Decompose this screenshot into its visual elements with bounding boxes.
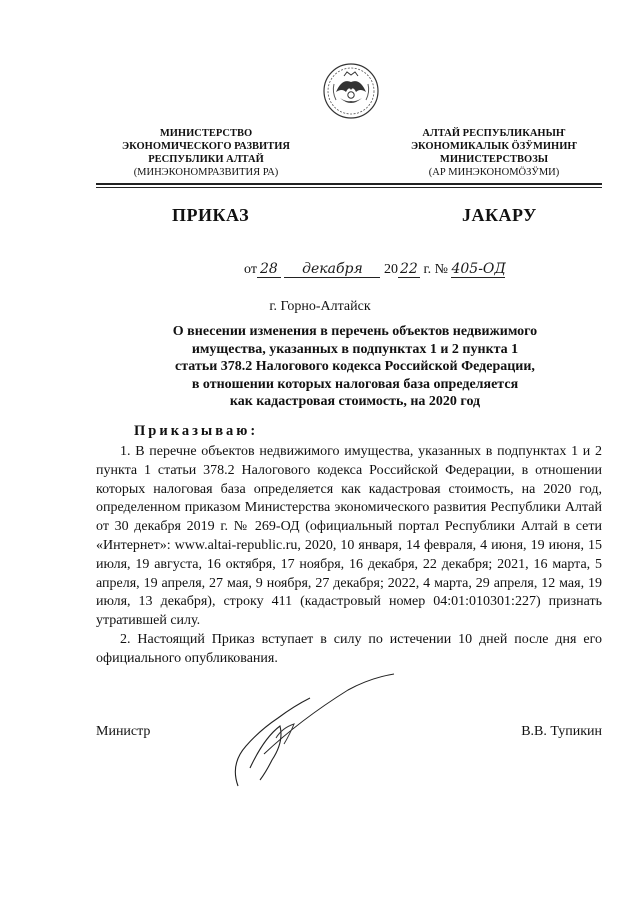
- header-alt-abbr: (АР МИНЭКОНОМӦЗӰМИ): [428, 167, 560, 178]
- order-body: [96, 443, 602, 669]
- title-line-1: О внесении изменения в перечень объектов недвижимого: [172, 324, 538, 339]
- order-number-handwritten: 405-ОД: [451, 261, 506, 277]
- header-alt-line1: АЛТАЙ РЕСПУБЛИКАНЫҤ: [422, 128, 566, 139]
- header-alt-line3: МИНИСТЕРСТВОЗЫ: [439, 154, 549, 165]
- signatory-name: В.В. Тупикин: [521, 724, 602, 739]
- number-label: г. №: [423, 262, 448, 277]
- title-line-5: как кадастровая стоимость, на 2020 год: [229, 394, 481, 409]
- title-line-3: статьи 378.2 Налогового кодекса Российской Федерации,: [175, 359, 535, 374]
- header-ministry-alt: [396, 127, 592, 179]
- header-ru-line2: ЭКОНОМИЧЕСКОГО РАЗВИТИЯ: [122, 141, 290, 152]
- handwritten-signature: [220, 668, 420, 798]
- header-divider-thin: [96, 187, 602, 188]
- doc-type-ru: ПРИКАЗ: [172, 205, 250, 225]
- date-year-handwritten: 22: [398, 262, 420, 278]
- coat-of-arms-emblem: [322, 62, 380, 120]
- date-day-handwritten: 28: [257, 262, 281, 278]
- header-divider-thick: [96, 183, 602, 185]
- city-line: г. Горно-Алтайск: [269, 299, 371, 314]
- order-word: Приказываю:: [134, 423, 259, 439]
- date-number-line: [244, 262, 505, 278]
- paragraph-1: 1. В перечне объектов недвижимого имущества, указанных в подпунктах 1 и 2 пункта 1 статьи 378.2 Налогового кодекса Российской Федерации, в отношении которых налоговая база определяется как кадастровая стоимость, на 2020 год, определенном приказом Министерства экономического развития Республики Алтай от 30 декабря 2019 г. № 269-ОД (официальный портал Республики Алтай в сети «Интернет»: www.altai-republic.ru, 2020, 10 января, 14 февраля, 4 июня, 19 июня, 15 июля, 19 августа, 16 октября, 17 ноября, 16 декабря, 22 декабря; 2021, 16 марта, 5 апреля, 19 апреля, 27 мая, 9 ноября, 27 декабря; 2022, 4 марта, 29 апреля, 12 мая, 19 июля, 13 декабря), строку 411 (кадастровый номер 04:01:010301:227) признать утратившей силу.: [96, 444, 602, 629]
- header-ru-abbr: (МИНЭКОНОМРАЗВИТИЯ РА): [133, 167, 279, 178]
- date-prefix: от: [244, 262, 257, 277]
- header-ru-line3: РЕСПУБЛИКИ АЛТАЙ: [148, 154, 264, 165]
- title-line-4: в отношении которых налоговая база определяется: [191, 376, 519, 392]
- header-alt-line2: ЭКОНОМИКАЛЫК ӦЗӰМИНИҤ: [410, 141, 578, 152]
- date-month-handwritten: декабря: [284, 262, 380, 278]
- signatory-position: Министр: [96, 724, 151, 739]
- paragraph-2: 2. Настоящий Приказ вступает в силу по истечении 10 дней после дня его официального опубликования.: [96, 631, 602, 666]
- title-line-2: имущества, указанных в подпунктах 1 и 2 пункта 1: [191, 341, 519, 357]
- date-year-prefix: 20: [383, 262, 398, 277]
- header-ministry-ru: [108, 127, 304, 179]
- header-ru-line1: МИНИСТЕРСТВО: [159, 128, 253, 139]
- document-title: [110, 323, 600, 411]
- doc-type-alt: ЈАКАРУ: [462, 205, 537, 225]
